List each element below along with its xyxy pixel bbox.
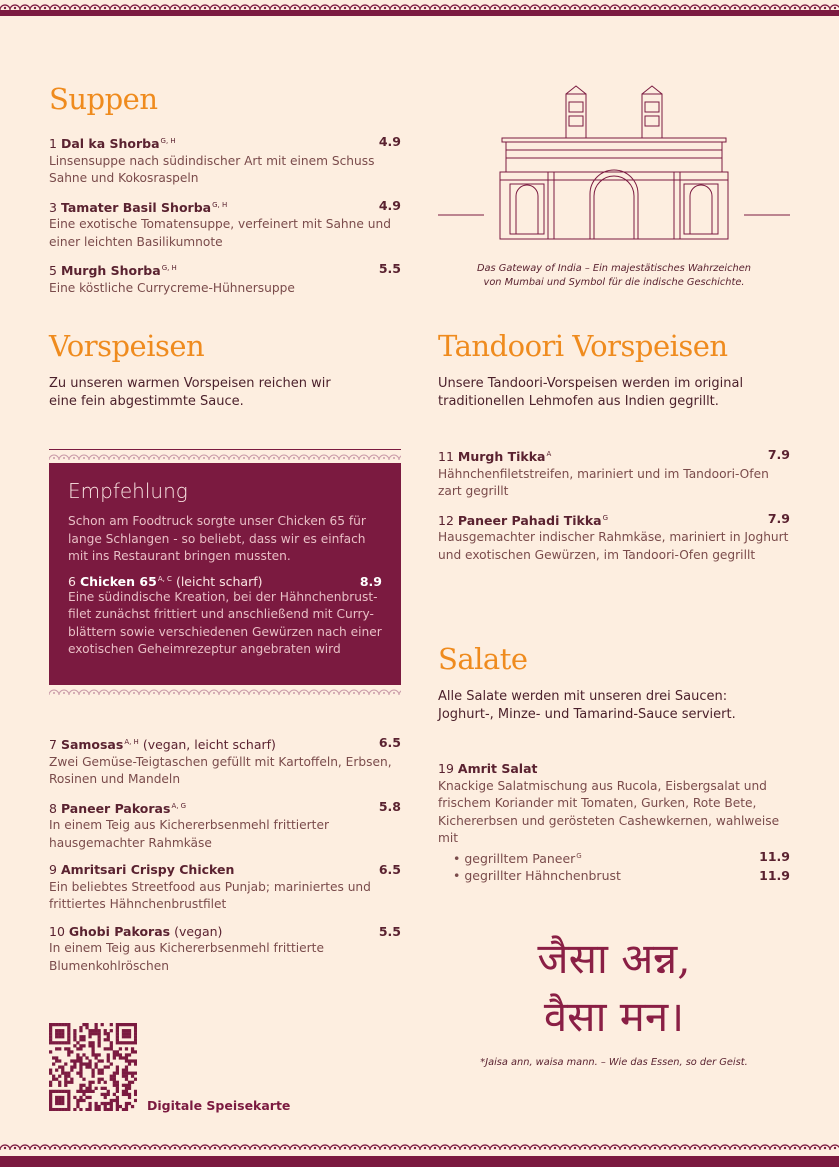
item-number: 8	[49, 800, 57, 816]
item-price: 4.9	[378, 197, 401, 213]
item-name: Tamater Basil Shorba	[60, 199, 212, 215]
item-number: 1	[49, 136, 57, 151]
item-name: Dal ka Shorba	[60, 136, 160, 151]
gateway-illustration	[438, 84, 790, 289]
tandoori-list	[438, 446, 790, 564]
recommendation-box	[49, 449, 401, 698]
quote-translation: *Jaisa ann, waisa mann. – Wie das Essen, so der Geist.	[480, 1057, 748, 1068]
item-allergens: G, H	[160, 137, 176, 145]
menu-item	[49, 197, 401, 252]
item-price: 4.9	[378, 134, 401, 149]
menu-item	[49, 734, 401, 789]
item-note: (leicht scharf)	[175, 573, 263, 589]
gateway-of-india-icon	[438, 84, 790, 244]
item-price: 7.9	[767, 447, 790, 462]
item-note: (vegan, leicht scharf)	[142, 737, 276, 752]
salad-option: • gegrilltem Paneer$^G$ 11.9	[453, 848, 790, 866]
item-number: 11	[438, 449, 454, 464]
qr-label: Digitale Speisekarte	[147, 1098, 291, 1113]
item-name: Ghobi Pakoras	[68, 923, 171, 939]
salad-item	[438, 760, 790, 885]
item-number: 9	[49, 862, 57, 877]
option-label: gegrillter Hähnchenbrust	[464, 868, 621, 883]
option-price: 11.9	[759, 868, 790, 883]
recommendation-title: Empfehlung	[68, 479, 188, 503]
item-desc: Ein beliebtes Streetfood aus Punjab; mariniertes und frittiertes Hähnchenbrustfilet	[49, 879, 371, 911]
item-number: 6	[68, 573, 76, 589]
recommendation-desc: Eine südindische Kreation, bei der Hähnchenbrust-filet zunächst frittiert und anschließend mit Curry-blättern sowie verschiedenen Gewürzen nach einer exotischen Geheimrezeptur angebraten wird	[68, 589, 382, 656]
item-price: 5.5	[378, 923, 401, 939]
tandoori-header	[438, 329, 790, 411]
item-desc: Eine exotische Tomatensuppe, verfeinert mit Sahne und einer leichten Basilikumnote	[49, 217, 391, 249]
soups-title: Suppen	[49, 82, 158, 116]
recommendation-content	[68, 479, 382, 659]
quote-line-2: वैसा मन।	[543, 992, 685, 1041]
caption-line-1: Das Gateway of India – Ein majestätisches Wahrzeichen	[477, 263, 751, 274]
salads-title: Salate	[438, 642, 528, 676]
option-price: 11.9	[759, 848, 790, 864]
item-desc: Knackige Salatmischung aus Rucola, Eisbergsalat und frischem Koriander mit Tomaten, Gurken, Rote Bete, Kichererbsen und gerösteten Cashewkernen, wahlweise mit	[438, 778, 780, 845]
item-note: (vegan)	[174, 923, 223, 939]
item-desc: In einem Teig aus Kichererbsenmehl frittierte Blumenkohlröschen	[49, 941, 324, 973]
item-price: 6.5	[378, 862, 401, 877]
item-allergens: G, H	[161, 264, 177, 272]
item-price: 8.9	[359, 573, 382, 589]
caption-line-2: von Mumbai und Symbol für die indische Geschichte.	[483, 277, 745, 288]
item-desc: Hähnchenfiletstreifen, mariniert und im Tandoori-Ofen zart gegrillt	[438, 466, 769, 498]
item-allergens: A, G	[171, 801, 187, 810]
item-name: Amrit Salat	[457, 761, 538, 776]
salad-option: • gegrillter Hähnchenbrust 11.9	[453, 868, 790, 883]
item-name: Samosas	[60, 737, 124, 752]
menu-item	[49, 133, 401, 188]
item-name: Murgh Shorba	[60, 263, 161, 278]
item-name: Chicken 65	[79, 573, 157, 589]
item-number: 12	[438, 512, 454, 528]
quote-line-1: जैसा अन्न,	[537, 934, 691, 983]
starters-list	[49, 734, 401, 975]
border-pattern	[0, 1140, 839, 1167]
item-allergens: G	[602, 513, 609, 522]
qr-code-icon[interactable]	[49, 1023, 137, 1111]
top-border	[0, 0, 839, 20]
item-allergens: A, C	[157, 574, 172, 583]
item-desc: Eine köstliche Currycreme-Hühnersuppe	[49, 280, 295, 295]
item-number: 5	[49, 263, 57, 278]
image-caption	[438, 262, 790, 290]
menu-item	[49, 923, 401, 976]
item-desc: Hausgemachter indischer Rahmkäse, mariniert in Joghurt und exotischen Gewürzen, im Tandoori-Ofen gegrillt	[438, 530, 789, 562]
tandoori-intro: Unsere Tandoori-Vorspeisen werden im original traditionellen Lehmofen aus Indien gegrillt.	[438, 376, 744, 409]
item-desc: Linsensuppe nach südindischer Art mit einem Schuss Sahne und Kokosraspeln	[49, 153, 375, 185]
salads-header	[438, 642, 790, 724]
item-allergens: A	[546, 450, 552, 458]
menu-item	[49, 798, 401, 853]
item-desc: In einem Teig aus Kichererbsenmehl frittierter hausgemachter Rahmkäse	[49, 818, 329, 850]
qr-section	[49, 1023, 349, 1113]
starters-intro: Zu unseren warmen Vorspeisen reichen wir eine fein abgestimmte Sauce.	[49, 376, 331, 409]
box-pattern-bottom	[49, 684, 401, 698]
starters-header	[49, 329, 401, 411]
bottom-border	[0, 1140, 839, 1167]
menu-item	[49, 861, 401, 914]
item-price: 7.9	[767, 510, 790, 526]
item-number: 10	[49, 923, 65, 939]
recommendation-item-head	[68, 574, 382, 589]
box-pattern-top	[49, 449, 401, 463]
item-number: 19	[438, 761, 454, 776]
item-number: 7	[49, 737, 57, 752]
item-name: Paneer Pakoras	[60, 800, 171, 816]
soups-list	[49, 133, 401, 297]
recommendation-text: Schon am Foodtruck sorgte unser Chicken 65 für lange Schlangen - so beliebt, dass wir es einfach mit ins Restaurant bringen mussten.	[68, 514, 366, 563]
item-allergens: G, H	[212, 200, 228, 209]
item-number: 3	[49, 199, 57, 215]
tandoori-title: Tandoori Vorspeisen	[438, 329, 728, 363]
border-pattern	[0, 0, 839, 20]
menu-item	[438, 510, 790, 565]
option-label: gegrilltem Paneer	[464, 850, 576, 866]
item-price: 6.5	[378, 735, 401, 750]
menu-item	[438, 446, 790, 501]
starters-title: Vorspeisen	[49, 329, 205, 363]
item-name: Murgh Tikka	[457, 449, 546, 464]
quote-block	[438, 930, 790, 1070]
menu-item	[49, 260, 401, 297]
item-price: 5.8	[378, 798, 401, 814]
option-allergens: G	[576, 851, 582, 860]
item-desc: Zwei Gemüse-Teigtaschen gefüllt mit Kartoffeln, Erbsen, Rosinen und Mandeln	[49, 754, 392, 786]
item-name: Amritsari Crispy Chicken	[60, 862, 235, 877]
item-name: Paneer Pahadi Tikka	[457, 512, 602, 528]
item-price: 5.5	[378, 261, 401, 276]
salads-intro: Alle Salate werden mit unseren drei Saucen: Joghurt-, Minze- und Tamarind-Sauce serviert.	[438, 689, 736, 722]
soups-section	[49, 82, 401, 116]
item-allergens: A, H	[124, 738, 139, 746]
